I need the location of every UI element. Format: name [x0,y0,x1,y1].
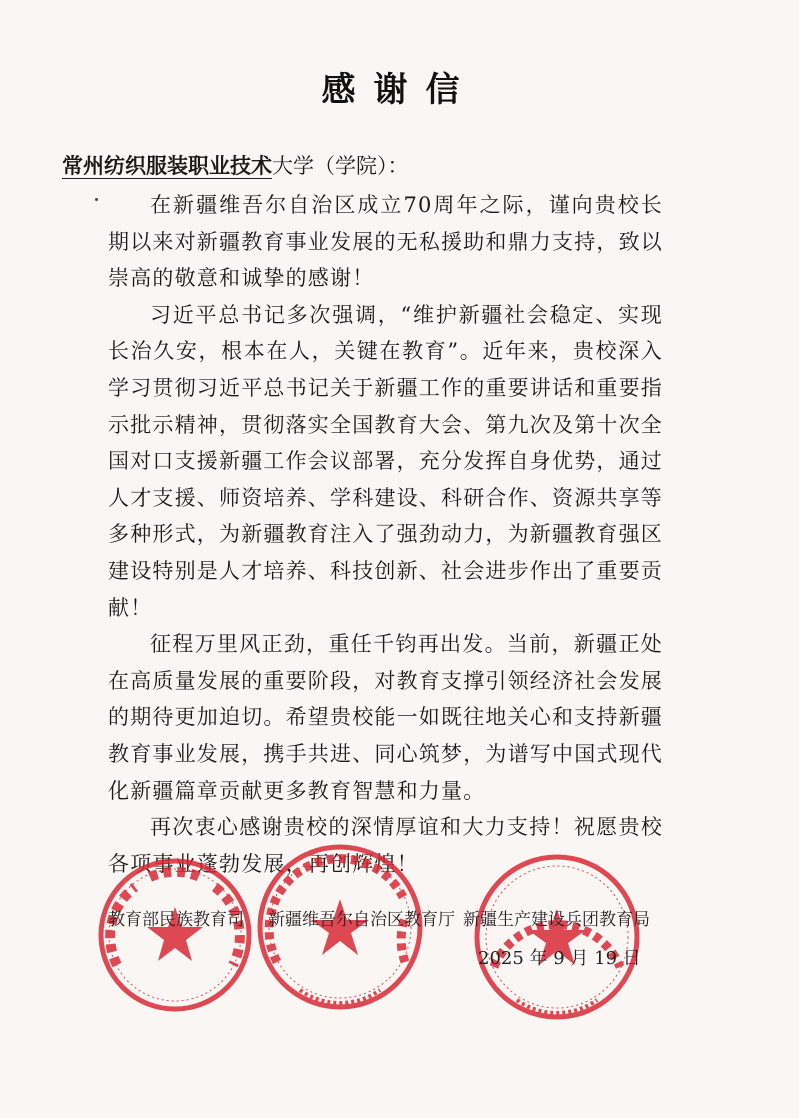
paragraph-2: 习近平总书记多次强调，“维护新疆社会稳定、实现长治久安，根本在人，关键在教育”。近年来，贵校深入学习贯彻习近平总书记关于新疆工作的重要讲话和重要指示批示精神，贯彻落实全国教育大会、第九次及第十次全国对口支援新疆工作会议部署，充分发挥自身优势，通过人才支援、师资培养、学科建设、科研合作、资源共享等多种形式，为新疆教育注入了强劲动力，为新疆教育强区建设特别是人才培养、科技创新、社会进步作出了重要贡献！ [108,302,663,620]
salutation-suffix: 大学（学院）： [272,154,409,178]
paragraph-4: 再次衷心感谢贵校的深情厚谊和大力支持！祝愿贵校各项事业蓬勃发展，再创辉煌！ [108,815,663,876]
signer-2: 新疆维吾尔自治区教育厅 [268,910,455,930]
letter-title: 感谢信 [321,70,478,110]
seal-stamp-1 [95,855,255,1015]
salutation [62,150,409,180]
scan-speck [95,198,98,201]
signer-3: 新疆生产建设兵团教育局 [463,910,650,930]
paragraph-1: 在新疆维吾尔自治区成立70周年之际，谨向贵校长期以来对新疆教育事业发展的无私援助和鼎力支持，致以崇高的敬意和诚挚的感谢！ [108,193,663,291]
letter-body [108,187,663,882]
letter-date: 2025 年 9 月 19 日 [478,948,641,969]
paragraph-3: 征程万里风正劲，重任千钧再出发。当前，新疆正处在高质量发展的重要阶段，对教育支撑引领经济社会发展的期待更加迫切。希望贵校能一如既往地关心和支持新疆教育事业发展，携手共进、同心筑梦，为谱写中国式现代化新疆篇章贡献更多教育智慧和力量。 [108,632,663,803]
signer-1: 教育部民族教育司 [108,910,244,930]
seal-stamp-3 [472,852,642,1022]
salutation-school-name: 常州纺织服装职业技术 [62,153,272,178]
